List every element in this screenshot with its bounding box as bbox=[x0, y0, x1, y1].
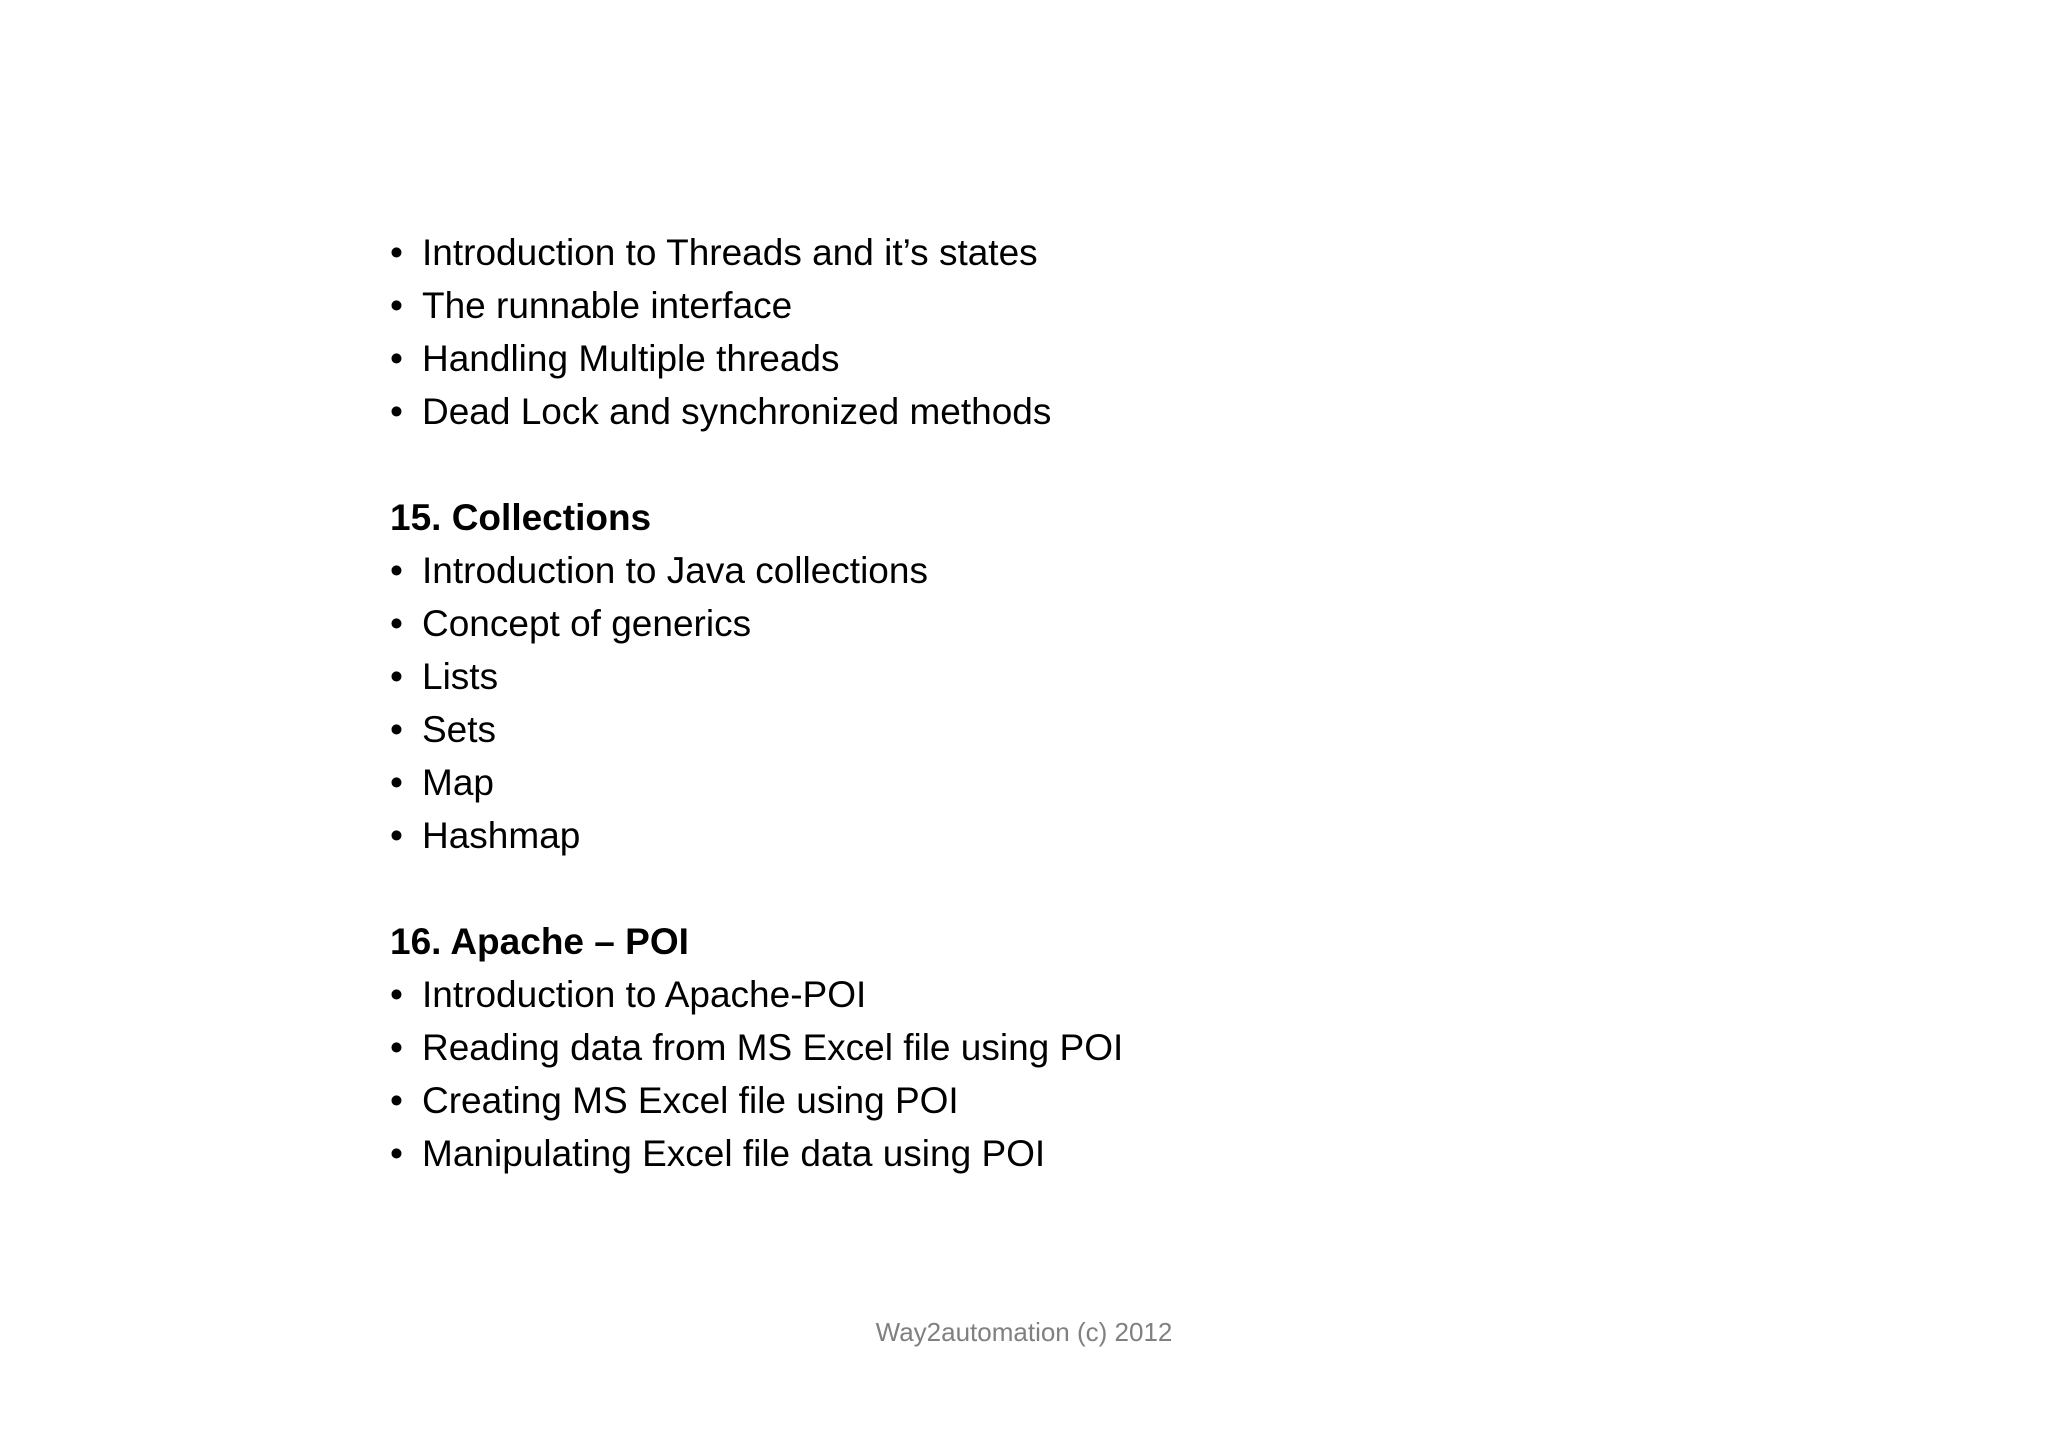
bullet: • bbox=[390, 1080, 403, 1121]
bullet: • bbox=[390, 1027, 403, 1068]
bullet: • bbox=[390, 709, 403, 750]
bullet: • bbox=[390, 338, 403, 379]
list-item bbox=[390, 1074, 1690, 1127]
list-item-text: Map bbox=[422, 762, 494, 803]
list-item bbox=[390, 968, 1690, 1021]
list-item bbox=[390, 703, 1690, 756]
list-item-text: Dead Lock and synchronized methods bbox=[422, 391, 1052, 432]
list-item-text: Reading data from MS Excel file using POI bbox=[422, 1027, 1124, 1068]
list-item-text: Lists bbox=[422, 656, 499, 697]
bullet: • bbox=[390, 974, 403, 1015]
list-item-text: Handling Multiple threads bbox=[422, 338, 840, 379]
bullet: • bbox=[390, 550, 403, 591]
list-item-text: Introduction to Java collections bbox=[422, 550, 928, 591]
bullet: • bbox=[390, 1133, 403, 1174]
list-item-text: Manipulating Excel file data using POI bbox=[422, 1133, 1046, 1174]
list-item-text: Sets bbox=[422, 709, 497, 750]
bullet: • bbox=[390, 391, 403, 432]
slide-content bbox=[390, 226, 1690, 1180]
list-item-text: Introduction to Apache-POI bbox=[422, 974, 867, 1015]
list-item bbox=[390, 332, 1690, 385]
bullet: • bbox=[390, 815, 403, 856]
list-item-text: Introduction to Threads and it’s states bbox=[422, 232, 1038, 273]
list-item bbox=[390, 279, 1690, 332]
list-item-text: The runnable interface bbox=[422, 285, 793, 326]
list-item bbox=[390, 226, 1690, 279]
section-heading-apache-poi: 16. Apache – POI bbox=[390, 921, 689, 962]
footer-copyright: Way2automation (c) 2012 bbox=[875, 1317, 1173, 1347]
bullet: • bbox=[390, 232, 403, 273]
list-item-text: Concept of generics bbox=[422, 603, 752, 644]
list-item bbox=[390, 650, 1690, 703]
list-item bbox=[390, 385, 1690, 438]
bullet: • bbox=[390, 603, 403, 644]
section-gap bbox=[390, 438, 1690, 491]
list-item bbox=[390, 756, 1690, 809]
bullet: • bbox=[390, 762, 403, 803]
list-item-text: Hashmap bbox=[422, 815, 581, 856]
list-item bbox=[390, 1021, 1690, 1074]
list-item-text: Creating MS Excel file using POI bbox=[422, 1080, 959, 1121]
section-gap bbox=[390, 862, 1690, 915]
list-item bbox=[390, 809, 1690, 862]
list-item bbox=[390, 597, 1690, 650]
bullet: • bbox=[390, 656, 403, 697]
bullet: • bbox=[390, 285, 403, 326]
list-item bbox=[390, 1127, 1690, 1180]
section-heading-collections: 15. Collections bbox=[390, 497, 652, 538]
list-item bbox=[390, 544, 1690, 597]
